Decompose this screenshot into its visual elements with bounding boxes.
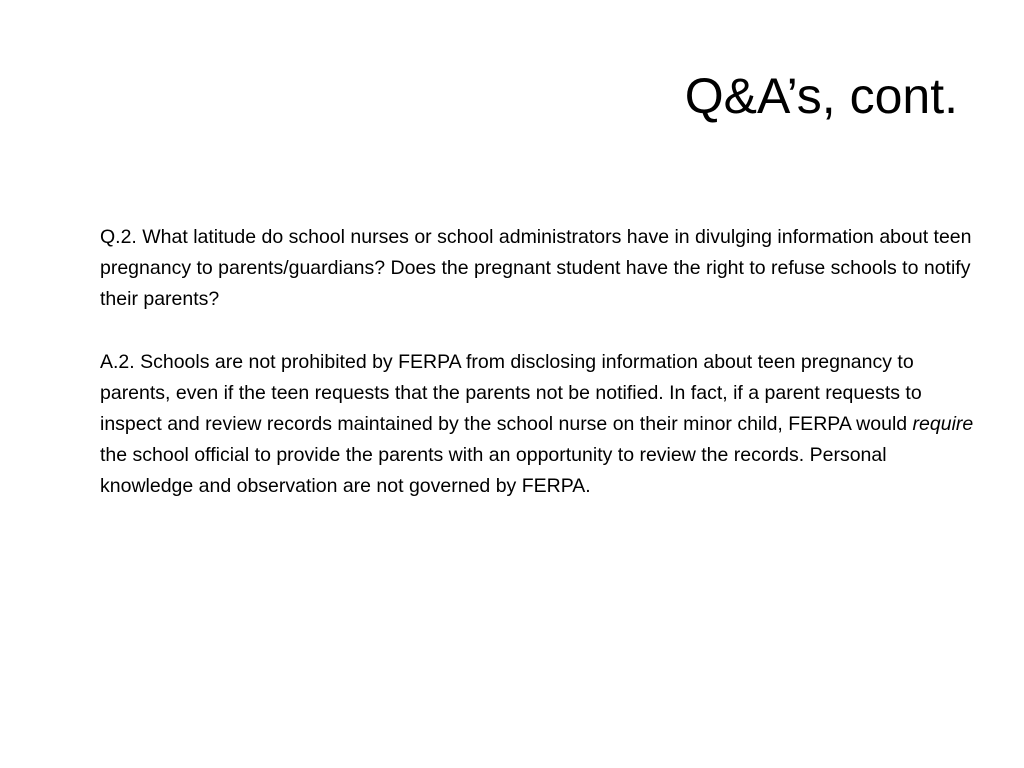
slide-body (100, 222, 980, 534)
answer-text-start: A.2. Schools are not prohibited by FERPA from disclosing information about teen pregnancy to parents, even if the teen requests that the parents not be notified. In fact, if a parent requests to inspect and review records maintained by the school nurse on their minor child, FERPA would (100, 351, 922, 435)
slide-title: Q&A’s, cont. (684, 68, 958, 124)
answer-emphasis: require (912, 413, 974, 435)
answer-paragraph (100, 347, 980, 502)
question-paragraph: Q.2. What latitude do school nurses or school administrators have in divulging information about teen pregnancy to parents/guardians? Does the pregnant student have the right to refuse schools to notify their parents? (100, 226, 972, 310)
answer-text-end: the school official to provide the parents with an opportunity to review the records. Personal knowledge and observation are not governed by FERPA. (100, 444, 887, 497)
